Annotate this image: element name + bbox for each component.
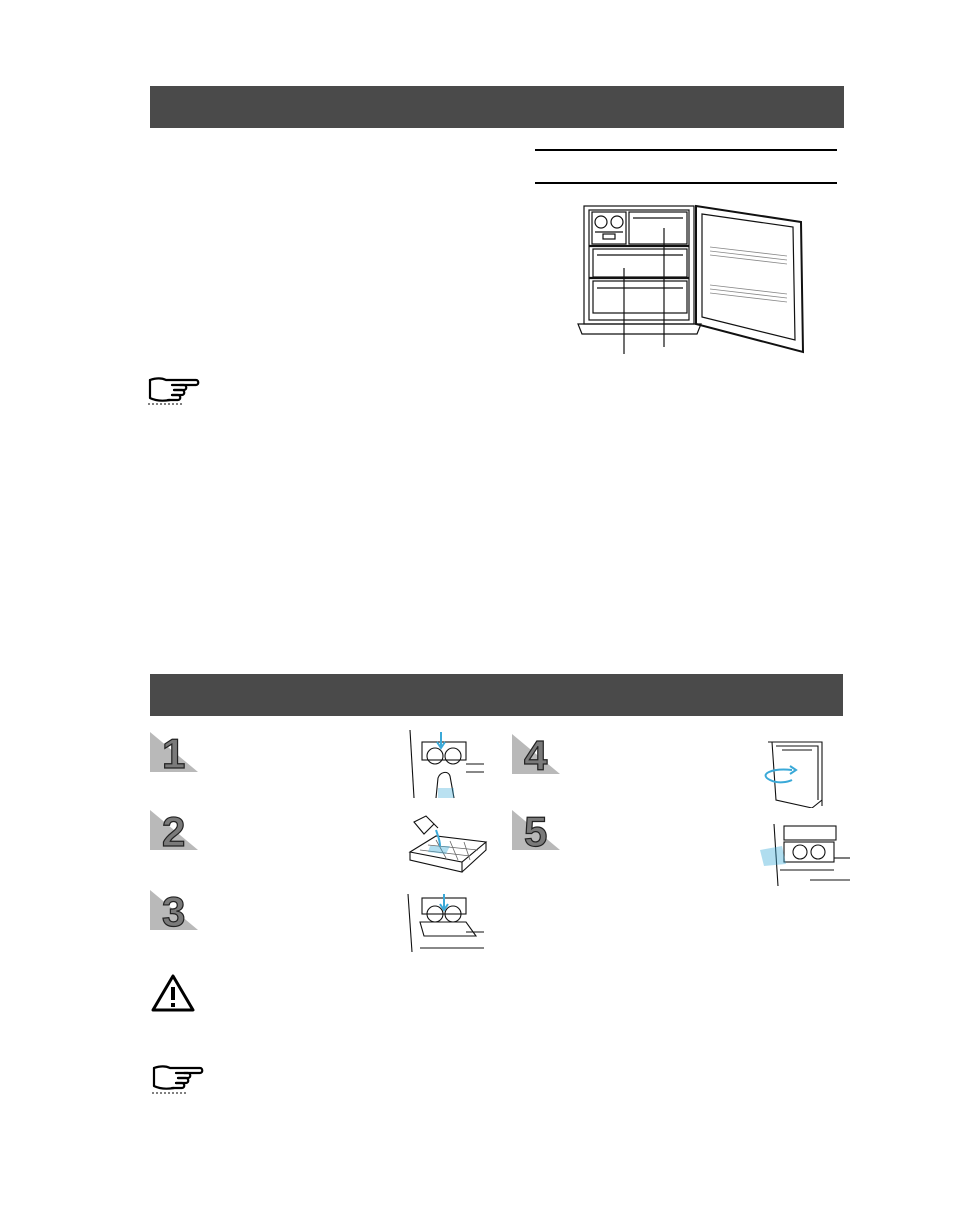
step-badge-1 <box>150 732 198 772</box>
step-badge-2 <box>150 810 198 850</box>
step-number-4: 4 <box>524 734 548 774</box>
door-close-illustration <box>752 740 832 808</box>
step-number-2: 2 <box>162 810 186 850</box>
ice-bin-illustration <box>760 822 850 888</box>
pointing-hand-icon <box>150 1062 206 1096</box>
step-badge-5 <box>512 810 560 850</box>
step-number-1: 1 <box>162 732 186 772</box>
step-badge-4 <box>512 734 560 774</box>
step-badge-3 <box>150 890 198 930</box>
table-rule-top <box>535 149 837 151</box>
ice-tray-fill-illustration <box>406 812 488 876</box>
step-number-3: 3 <box>162 890 186 930</box>
section-header-bar-2 <box>150 674 843 716</box>
freezer-compartment-illustration <box>575 202 815 368</box>
ice-tray-remove-illustration <box>408 728 486 800</box>
table-rule-bottom <box>535 182 837 184</box>
ice-tray-insert-illustration <box>406 892 486 954</box>
section-header-bar-1 <box>150 86 844 128</box>
pointing-hand-icon <box>146 374 202 406</box>
step-number-5: 5 <box>524 810 548 850</box>
warning-triangle-icon <box>150 972 196 1014</box>
